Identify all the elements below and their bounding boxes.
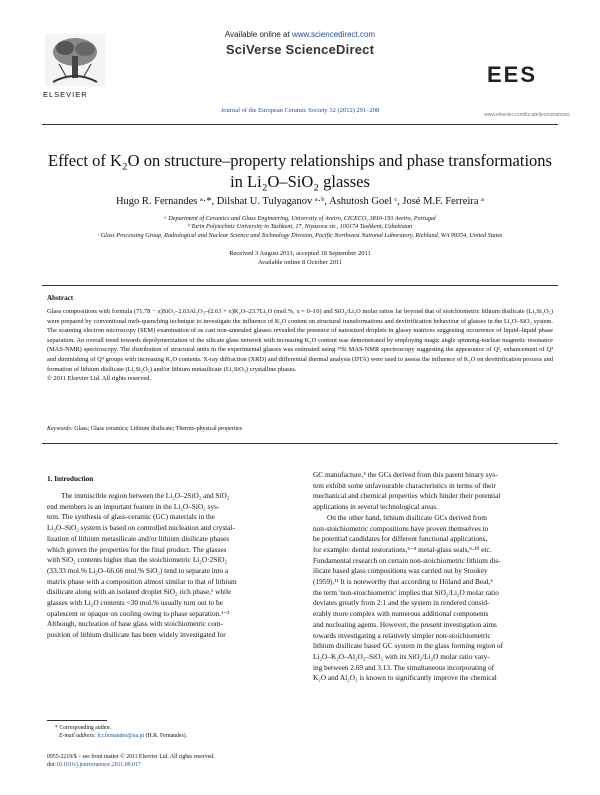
right-line: mechanical and chemical properties which hinder their potential [313,491,501,501]
abstract-top-rule [42,285,558,286]
title-line-1: Effect of K₂O on structure–property relationships and phase transformations [48,151,552,170]
keywords-label: Keywords: [47,426,73,432]
left-line: Li₂O–SiO₂ system is based on controlled nucleation and crystal- [47,523,235,533]
right-line: and nucleating agents. However, the present investigation aims [313,619,497,629]
available-online-text: Available online at [224,30,290,39]
right-line: deviates greatly from 2:1 and the system in rendered consid- [313,598,490,608]
right-line: applications in several technological areas. [313,502,439,512]
article-dates [0,250,600,267]
right-line: On the other hand, lithium disilicate GCs derived from [327,512,487,522]
affiliation-c: ᶜ Glass Processing Group, Radiological and Nuclear Science and Technology Division, Pacific Northwest National Laboratory, Richland, WA 99354, United States [97,231,503,239]
right-line: for example: dental restorations,⁵⁻⁸ metal-glass seals,⁹·¹⁰ etc. [313,544,492,554]
right-line: ing between 2.69 and 3.13. The simultaneous incorporating of [313,662,495,672]
journal-reference[interactable]: Journal of the European Ceramic Society 32 (2012) 291–298 [220,107,380,114]
left-column [47,491,297,641]
front-matter [47,754,347,770]
left-line: (33.33 mol.% Li₂O–66.66 mol.% SiO₂) tend to separate into a [47,565,229,575]
corresponding-author: * Corresponding author. [55,725,112,731]
left-line: position of lithium disilicate has been widely investigated for [47,630,226,640]
left-line: matrix phase with a composition almost similar to that of lithium [47,576,237,586]
header-rule [42,124,558,125]
right-line: tem exhibit some unfavourable characteristics in terms of their [313,480,496,490]
abstract-copyright: © 2011 Elsevier Ltd. All rights reserved. [47,375,152,383]
keywords-list: Glass; Glass ceramics; Lithium disilicate; Thermo-physical properties [74,426,243,432]
right-line: the term 'non-stoichiometric' implies that SiO₂/Li₂O molar ratio [313,587,499,597]
email-link[interactable]: h.r.fernandes@ua.pt [97,732,145,739]
journal-url[interactable]: www.elsevier.com/locate/jeurceramsoc [484,112,570,118]
author-list: Hugo R. Fernandes ᵃ·*, Dilshat U. Tulyaganov ᵃ·ᵇ, Ashutosh Goel ᶜ, José M.F. Ferreira ᵃ [115,196,485,207]
left-line: opalescent or opaque on cooling owing to phase separation.¹⁻³ [47,608,230,618]
left-line: which govern the properties for the final product. The glasses [47,544,227,554]
sciencedirect-link[interactable]: www.sciencedirect.com [291,30,376,39]
right-line: ilicate based glass compositions was carried out by Stookey [313,566,488,576]
right-line: Fundamental research on certain non-stoichiometric lithium dis- [313,555,501,565]
title-line-2: in Li₂O–SiO₂ glasses [230,172,370,191]
affiliations [0,215,600,240]
right-line: GC manufacture,⁴ the GCs derived from this parent binary sys- [313,470,498,479]
doi-link[interactable]: 10.1016/j.jeurceramsoc.2011.09.017 [56,761,141,768]
left-line: disilicate along with an isolated droplet SiO₂ rich phase,¹ while [47,587,232,597]
received-date: Received 3 August 2011; accepted 18 September 2011 [229,250,371,257]
section-heading-introduction: 1. Introduction [47,475,94,483]
right-line: lithium disilicate based GC system in the glass forming region of [313,641,504,651]
doi-label: doi: [47,761,57,768]
right-line: towards investigating a relatively simpler non-stoichiometric [313,630,491,640]
right-column [313,470,561,684]
abstract-body [47,307,553,384]
left-line: tem. The synthesis of glass-ceramic (GC) materials in the [47,512,215,522]
right-line: Li₂O–K₂O–Al₂O₃–SiO₂ with its SiO₂/Li₂O molar ratio vary- [313,651,490,661]
sciverse-brand: SciVerse ScienceDirect [225,42,375,57]
journal-logo: EES [487,62,538,87]
publisher-name: ELSEVIER [43,90,88,99]
keywords [47,425,553,433]
affiliation-b: ᵇ Turin Polytechnic University in Tashkent, 17, Niyazova str., 100174 Tashkent, Uzbekistan [187,223,413,231]
right-line: erably more complex with numerous additional components [313,609,489,619]
email-label: E-mail address: [59,732,96,739]
footnote [47,725,307,741]
left-line: The immiscible region between the Li₂O–2SiO₂ and SiO₂ [61,491,230,500]
left-line: Although, nucleation of base glass with stoichiometric com- [47,619,223,629]
left-line: glasses with Li₂O contents <30 mol.% usually turn out to be [47,598,223,608]
abstract-heading: Abstract [47,294,74,302]
abstract-bottom-rule [42,443,558,444]
footnote-rule [47,720,107,721]
left-line: end members is an important feature in the Li₂O–SiO₂ sys- [47,501,220,511]
issn-line: 0955-2219/$ – see front matter © 2011 Elsevier Ltd. All rights reserved. [47,754,215,760]
elsevier-tree-icon [45,34,105,86]
right-line: (1959).¹¹ It is noteworthy that according to Höland and Beal,⁴ [313,577,493,587]
email-tail: (H.R. Fernandes). [145,732,188,739]
left-line: lization of lithium metasilicate and/or lithium disilicate phases [47,533,230,543]
affiliation-a: ᵃ Department of Ceramics and Glass Engineering, University of Aveiro, CICECO, 3810-193 Aveiro, Portugal [164,215,436,222]
left-line: with SiO₂ contents higher than the stoichiometric Li₂O·2SiO₂ [47,555,228,565]
available-date: Available online 8 October 2011 [257,258,343,266]
right-line: K₂O and Al₂O₃ is known to significantly improve the chemical [313,673,497,683]
right-line: be potential candidates for different functional applications, [313,534,488,544]
elsevier-tree-logo [45,34,105,89]
abstract-text: Glass compositions with formula (71.78 − x)SiO₂–2.63Al₂O₃–(2.63 + x)K₂O–23.7Li₂O (mol.%, x = 0–10) and SiO₂/Li₂O molar ratios far beyond that of stoichiometric lithium disilicate (Li₂Si₂O₅) were prepared by conventional melt-quenching technique to investigate the influence of K₂O content on structural transformations and devitrification behaviour of glasses in the Li₂O–SiO₂ system. The scanning electron microscopy (SEM) examination of as cast non-annealed glasses revealed the presence of nanosized droplets in glassy matrices suggesting occurrence of liquid–liquid phase separation. An overall trend towards depolymerization of the silicate glass network with increasing K₂O content was demonstrated by employing magic angle spinning-nuclear magnetic resonance (MAS-NMR) spectroscopy. The distribution of structural units in the experimental glasses was estimated using ²⁹Si MAS-NMR spectroscopy suggesting the appearance of Q², enhancement of Q³ and diminishing of Q⁴ groups with increasing K₂O contents. X-ray diffraction (XRD) and differential thermal analysis (DTA) were used to assess the influence of K₂O on devitrification process and formation of lithium disilicate (Li₂Si₂O₅) and/or lithium metasilicate (Li₂SiO₃) crystalline phases. [47,308,553,373]
article-title [0,150,600,192]
right-line: non-stoichiometric compositions have proven themselves to [313,523,489,533]
